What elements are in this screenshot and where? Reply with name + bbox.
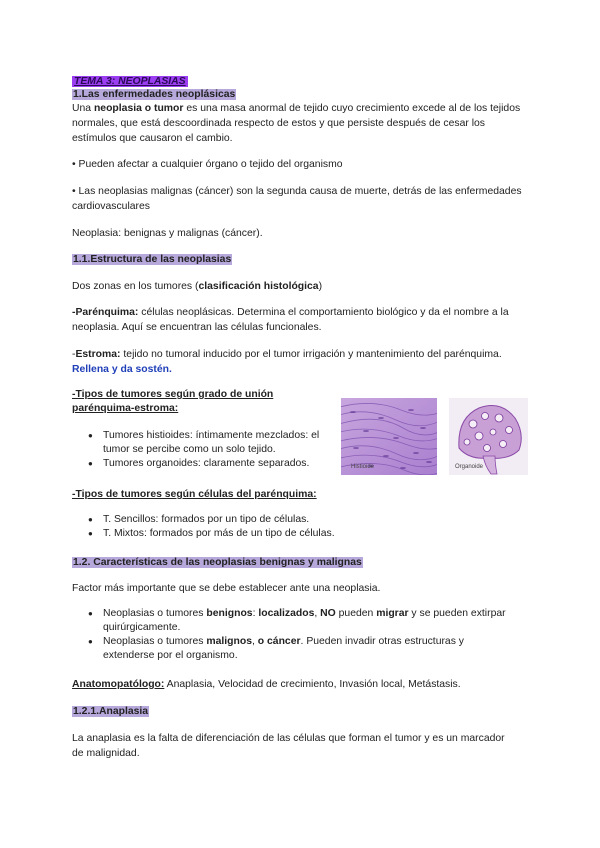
cells-list — [72, 513, 502, 541]
bullet-malignant: • Las neoplasias malignas (cáncer) son la segunda causa de muerte, detrás de las enfermedades cardiovasculares — [72, 186, 522, 212]
anatomo-paragraph: Anatomopatólogo: Anaplasia, Velocidad de crecimiento, Invasión local, Metástasis. — [72, 679, 461, 690]
document-title: TEMA 3: NEOPLASIAS — [74, 76, 186, 87]
section-1-2-1-heading: 1.2.1.Anaplasia — [73, 706, 149, 717]
list-item-malignant: ● Neoplasias o tumores malignos, o cáncer. Pueden invadir otras estructuras y extenderse por el organismo. — [72, 635, 512, 663]
union-list — [72, 429, 342, 471]
factor-paragraph: Factor más importante que se debe establecer ante una neoplasia. — [72, 583, 381, 594]
bullet-organ: • Pueden afectar a cualquier órgano o tejido del organismo — [72, 159, 343, 170]
list-item: ● T. Mixtos: formados por más de un tipo de células. — [72, 527, 502, 541]
characteristics-list — [72, 607, 512, 663]
estroma-paragraph: -Estroma: tejido no tumoral inducido por el tumor irrigación y mantenimiento del parénquima. Rellena y da sostén. — [72, 349, 502, 375]
list-item-benign: ● Neoplasias o tumores benignos: localizados, NO pueden migrar y se pueden extirpar quirúrgicamente. — [72, 607, 512, 635]
list-item: ● Tumores organoides: claramente separados. — [72, 457, 342, 471]
section-1-heading: 1.Las enfermedades neoplásicas — [73, 89, 236, 100]
section-1-1-heading: 1.1.Estructura de las neoplasias — [73, 254, 232, 265]
organoide-caption: Organoide — [455, 464, 484, 470]
histioide-image — [341, 398, 437, 475]
intro-paragraph: Una neoplasia o tumor es una masa anormal de tejido cuyo crecimiento excede al de los tejidos normales, que está descoordinada respecto de estos y que persiste después de cesar los estímulos que causaron el cambio. — [72, 103, 521, 144]
section-1-2-heading: 1.2. Características de las neoplasias benignas y malignas — [73, 557, 362, 568]
histioide-caption: Histioide — [351, 464, 375, 470]
zones-paragraph: Dos zonas en los tumores (clasificación histológica) — [72, 281, 323, 292]
list-item: ● T. Sencillos: formados por un tipo de células. — [72, 513, 502, 527]
anaplasia-paragraph: La anaplasia es la falta de diferenciación de las células que forman el tumor y es un marcador de malignidad. — [72, 733, 505, 759]
parenquima-paragraph: -Parénquima: células neoplásicas. Determina el comportamiento biológico y da el nombre a la neoplasia. Aquí se encuentran las células funcionales. — [72, 307, 509, 333]
cells-heading: -Tipos de tumores según células del parénquima: — [72, 489, 317, 500]
list-item: ● Tumores histioides: íntimamente mezclados: el tumor se percibe como un solo tejido. — [72, 429, 342, 457]
organoide-image — [449, 398, 528, 475]
union-heading: -Tipos de tumores según grado de unión parénquima-estroma: — [72, 389, 274, 414]
neoplasia-types: Neoplasia: benignas y malignas (cáncer). — [72, 228, 263, 239]
